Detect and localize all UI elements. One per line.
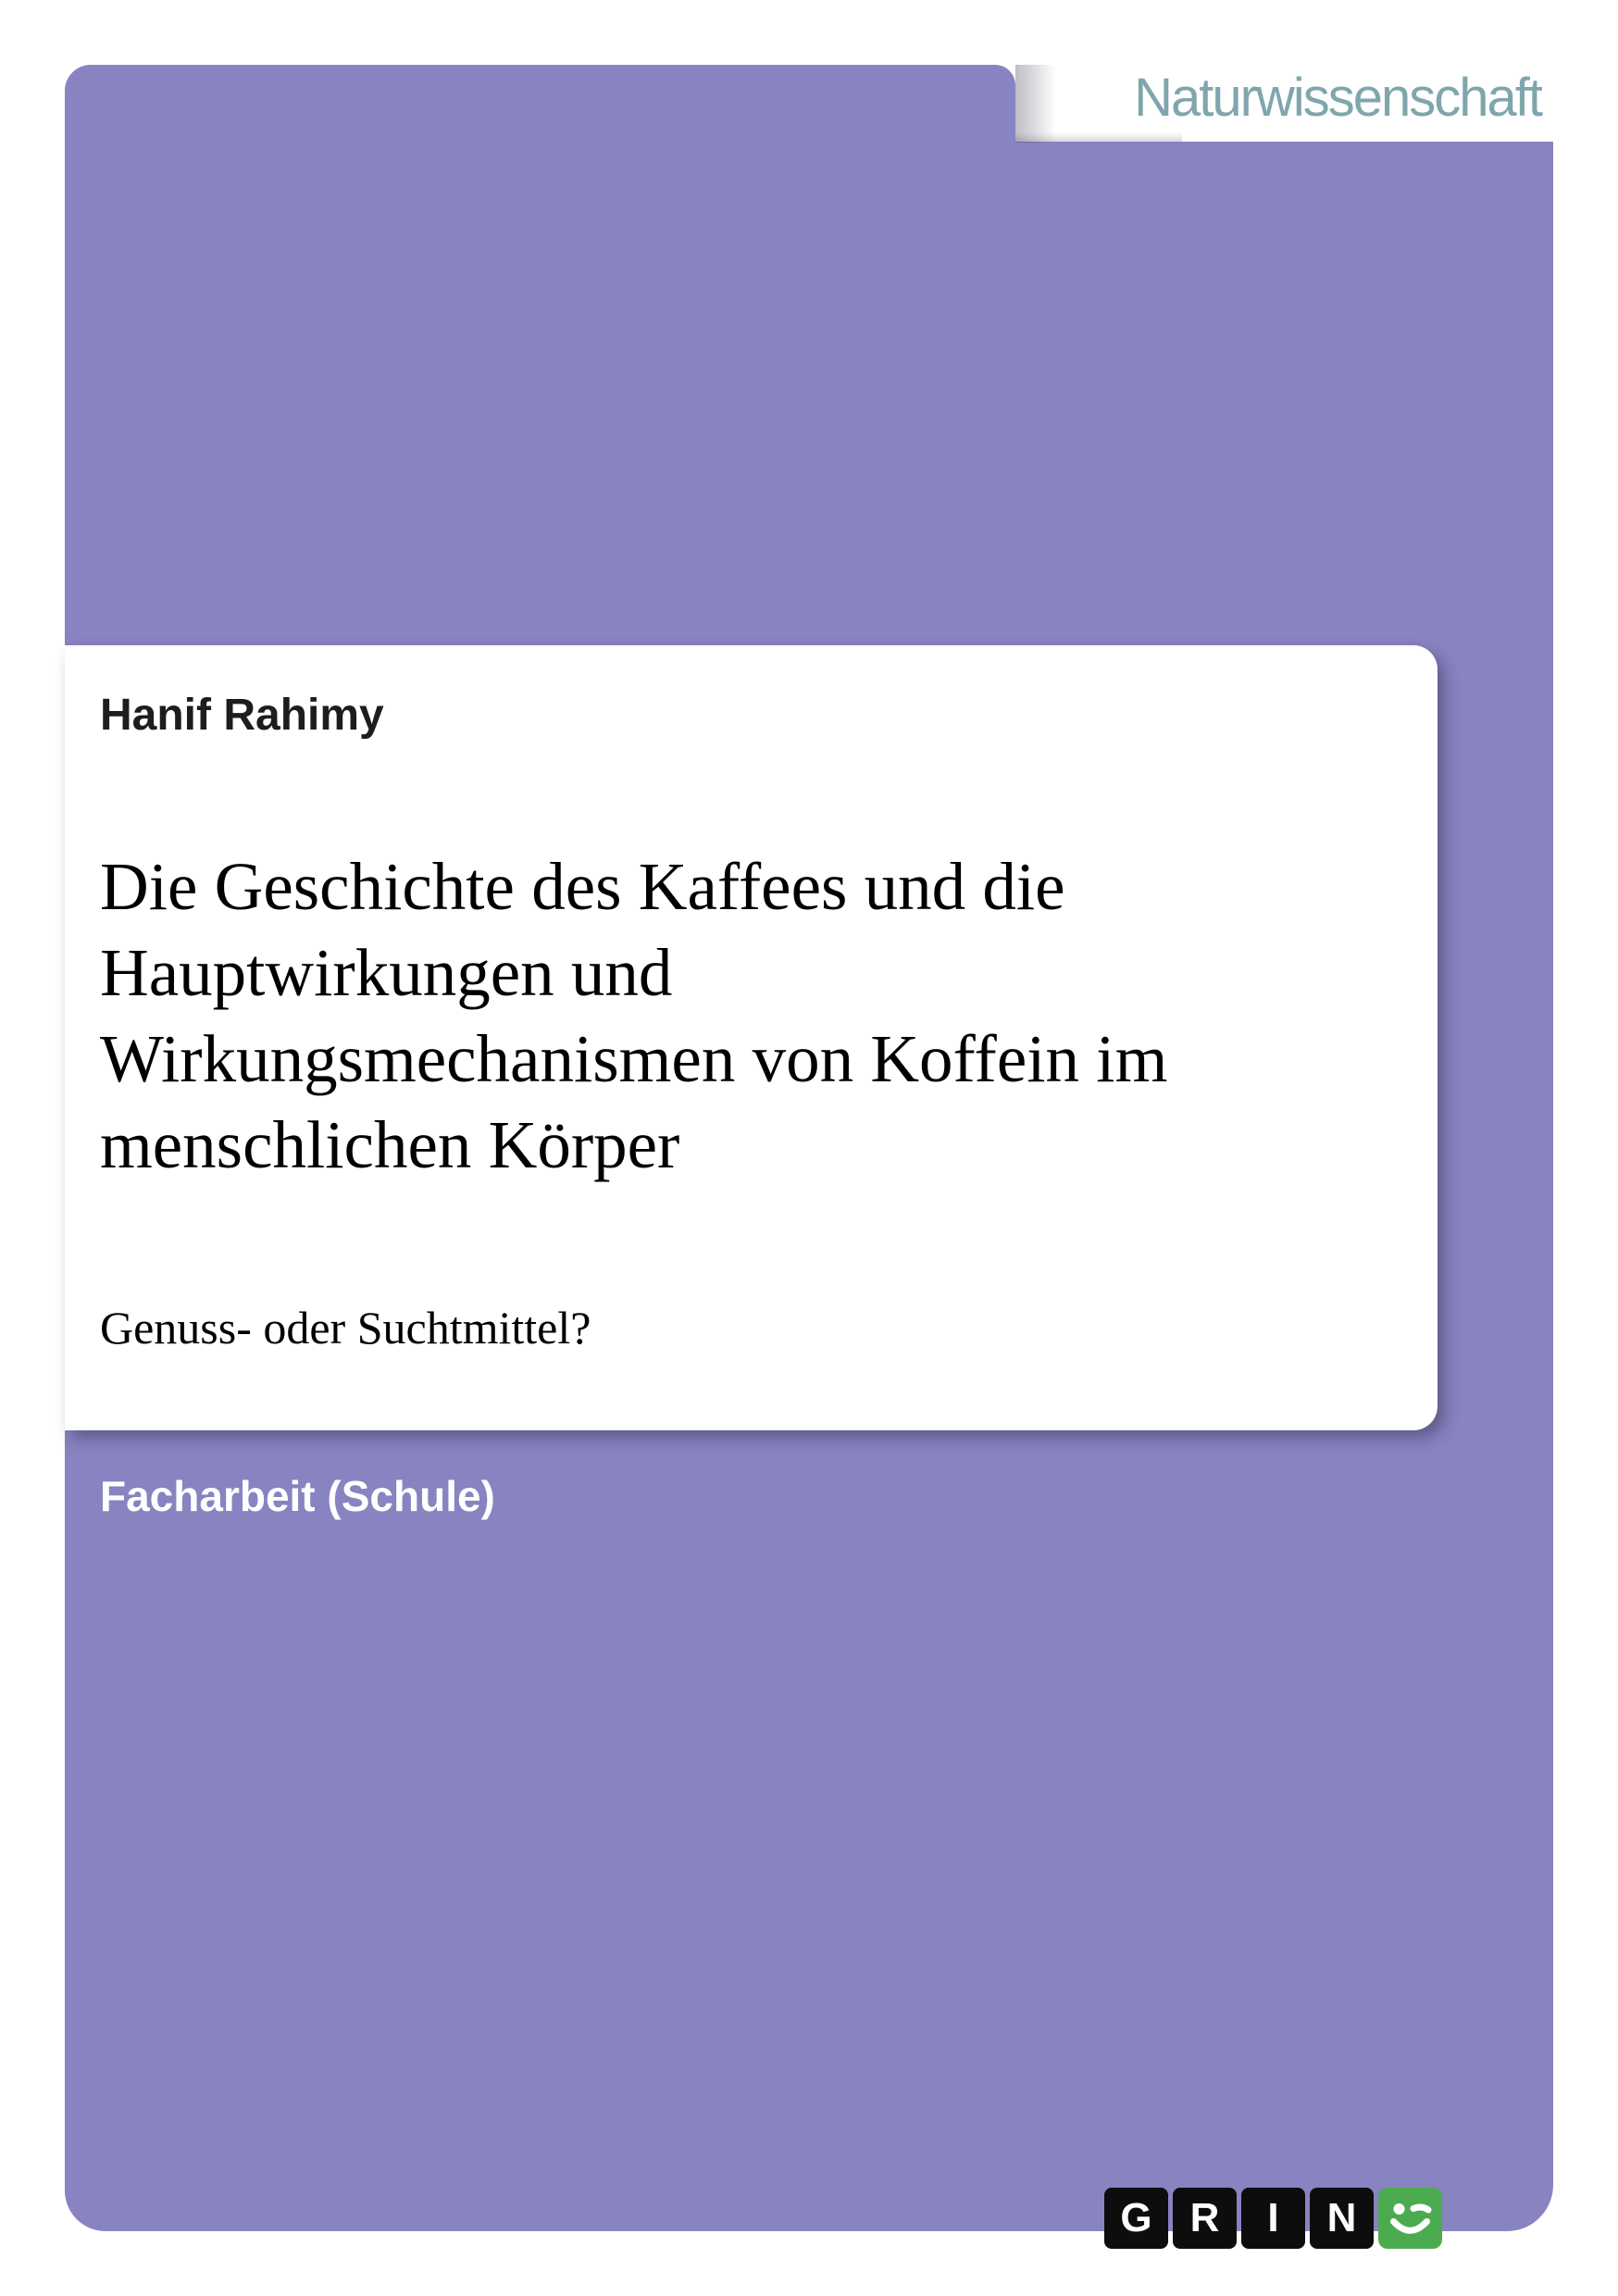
notch-corner-shadow <box>1015 65 1056 143</box>
logo-letter-n: N <box>1310 2188 1374 2249</box>
logo-letter-i: I <box>1241 2188 1305 2249</box>
title-line-3: Wirkungsmechanismen von Koffein im <box>100 1021 1168 1096</box>
notch-bottom-shadow <box>1015 132 1182 142</box>
logo-letter-g: G <box>1104 2188 1168 2249</box>
document-type-label: Facharbeit (Schule) <box>100 1472 495 1520</box>
author-name: Hanif Rahimy <box>100 691 384 740</box>
grin-logo <box>1104 2188 1442 2249</box>
title-line-2: Hauptwirkungen und <box>100 935 673 1010</box>
category-label: Naturwissenschaft <box>1134 68 1541 128</box>
winking-smiley-icon <box>1378 2188 1442 2249</box>
logo-letter-r: R <box>1173 2188 1237 2249</box>
title-line-4: menschlichen Körper <box>100 1107 680 1182</box>
book-subtitle: Genuss- oder Suchtmittel? <box>100 1302 591 1354</box>
title-line-1: Die Geschichte des Kaffees und die <box>100 849 1065 924</box>
book-title <box>100 843 1438 1188</box>
content-box <box>65 645 1438 1430</box>
